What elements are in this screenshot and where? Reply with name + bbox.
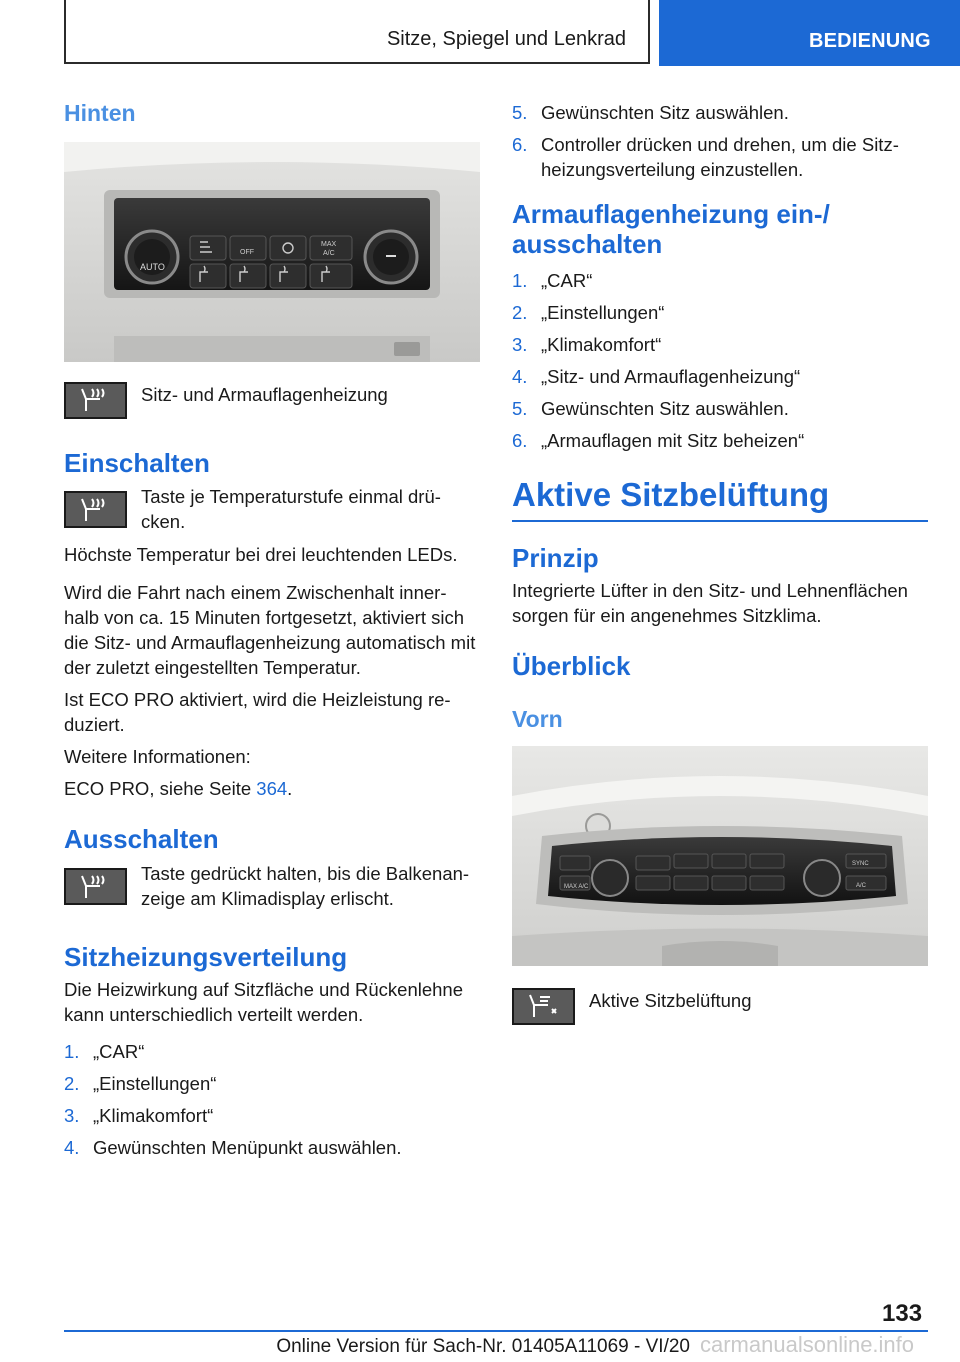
panel-label-max: MAX: [321, 240, 337, 248]
chapter-tab[interactable]: [659, 0, 960, 66]
right-column: [512, 100, 928, 1025]
left-column: [64, 100, 480, 1167]
icon-caption-row: [64, 382, 480, 419]
eco-ref-suffix: .: [287, 778, 293, 800]
steps-verteilung: [64, 1039, 480, 1160]
seat-heating-button-icon: [64, 491, 127, 528]
paragraph-eco-pro: Ist ECO PRO aktiviert, wird die Heizleistung re-duziert.: [64, 689, 451, 736]
heading-ueberblick: Überblick: [512, 651, 631, 682]
caption-seat-ventilation: Aktive Sitzbelüftung: [589, 989, 752, 1011]
paragraph-prinzip: Integrierte Lüfter in den Sitz- und Lehnenflächen sorgen für ein angenehmes Sitzklima.: [512, 580, 908, 627]
heading-vorn: Vorn: [512, 706, 563, 733]
einschalten-text: Taste je Temperaturstufe einmal drü-cken.: [141, 486, 441, 533]
list-item: 6. „Armauflagen mit Sitz beheizen“: [512, 429, 805, 451]
steps-verteilung-cont: [512, 100, 928, 182]
steps-armauflage: [512, 268, 928, 453]
rear-climate-panel-photo: [64, 142, 480, 362]
paragraph-leds: Höchste Temperatur bei drei leuchtenden LEDs.: [64, 544, 458, 566]
footer-watermark: carmanualsonline.info: [700, 1332, 915, 1357]
heading-einschalten: Einschalten: [64, 447, 210, 478]
vorn-label-sync: SYNC: [852, 860, 869, 867]
list-item: 1. „CAR“: [64, 1041, 145, 1063]
paragraph-eco-ref: [64, 776, 480, 801]
ausschalten-text: Taste gedrückt halten, bis die Balkenan-zeige am Klimadisplay erlischt.: [141, 863, 470, 910]
list-item: 2. „Einstellungen“: [512, 301, 665, 323]
chapter-heading-aktive-sitzbelueftung: Aktive Sitzbelüftung: [512, 475, 928, 523]
list-item: 1. „CAR“: [512, 269, 593, 291]
heading-hinten: Hinten: [64, 100, 136, 126]
heading-sitzheizungsverteilung: Sitzheizungsverteilung: [64, 942, 348, 973]
list-item: 5. Gewünschten Sitz auswählen.: [512, 102, 789, 123]
list-item: 3. „Klimakomfort“: [512, 333, 662, 355]
eco-ref-prefix: ECO PRO, siehe Seite: [64, 778, 257, 800]
list-item: 6. Controller drücken und drehen, um die Sitz-heizungsverteilung einzustellen.: [512, 134, 899, 180]
list-item: 4. Gewünschten Menüpunkt auswählen.: [64, 1137, 402, 1159]
front-panel-illustration: [512, 746, 928, 966]
paragraph-zwischenhalt: Wird die Fahrt nach einem Zwischenhalt inner-halb von ca. 15 Minuten fortgesetzt, aktiviert sich die Sitz- und Armauflagenheizung automatisch mit der zuletzt eingestellten Temperatur.: [64, 582, 476, 679]
heading-prinzip: Prinzip: [512, 543, 599, 574]
chapter-tab-label: BEDIENUNG: [809, 30, 931, 52]
vorn-label-max-ac: MAX A/C: [564, 883, 589, 890]
heading-ausschalten: Ausschalten: [64, 824, 219, 855]
seat-ventilation-icon: [512, 988, 575, 1025]
vorn-label-ac: A/C: [856, 882, 867, 889]
caption-seat-heating: Sitz- und Armauflagenheizung: [141, 383, 388, 405]
page-number: 133: [882, 1300, 923, 1327]
seat-heating-button-icon-off: [64, 868, 127, 905]
list-item: 2. „Einstellungen“: [64, 1073, 217, 1095]
einschalten-row: [64, 484, 480, 534]
list-item: 4. „Sitz- und Armauflagenheizung“: [512, 365, 801, 387]
front-climate-panel-photo: [512, 746, 928, 966]
header-frame: [64, 0, 650, 64]
page-link-364[interactable]: 364: [256, 778, 288, 800]
list-item: 3. „Klimakomfort“: [64, 1105, 214, 1127]
panel-label-auto: AUTO: [140, 261, 165, 272]
panel-label-off: OFF: [240, 248, 254, 256]
paragraph-verteilung: Die Heizwirkung auf Sitzfläche und Rückenlehne kann unterschiedlich verteilt werden.: [64, 979, 463, 1026]
rear-panel-illustration: [64, 142, 480, 362]
ausschalten-row: [64, 861, 480, 911]
panel-label-ac: A/C: [323, 249, 335, 257]
section-title: Sitze, Spiegel und Lenkrad: [386, 28, 626, 50]
heading-armauflagenheizung: Armauflagenheizung ein-/ ausschalten: [512, 199, 830, 259]
icon-caption-row-ventilation: [512, 988, 928, 1025]
list-item: 5. Gewünschten Sitz auswählen.: [512, 397, 789, 419]
seat-heating-icon: [64, 382, 127, 419]
footer-online-version: Online Version für Sach-Nr. 01405A11069 - VI/20: [276, 1336, 690, 1357]
paragraph-more-info: Weitere Informationen:: [64, 746, 251, 768]
